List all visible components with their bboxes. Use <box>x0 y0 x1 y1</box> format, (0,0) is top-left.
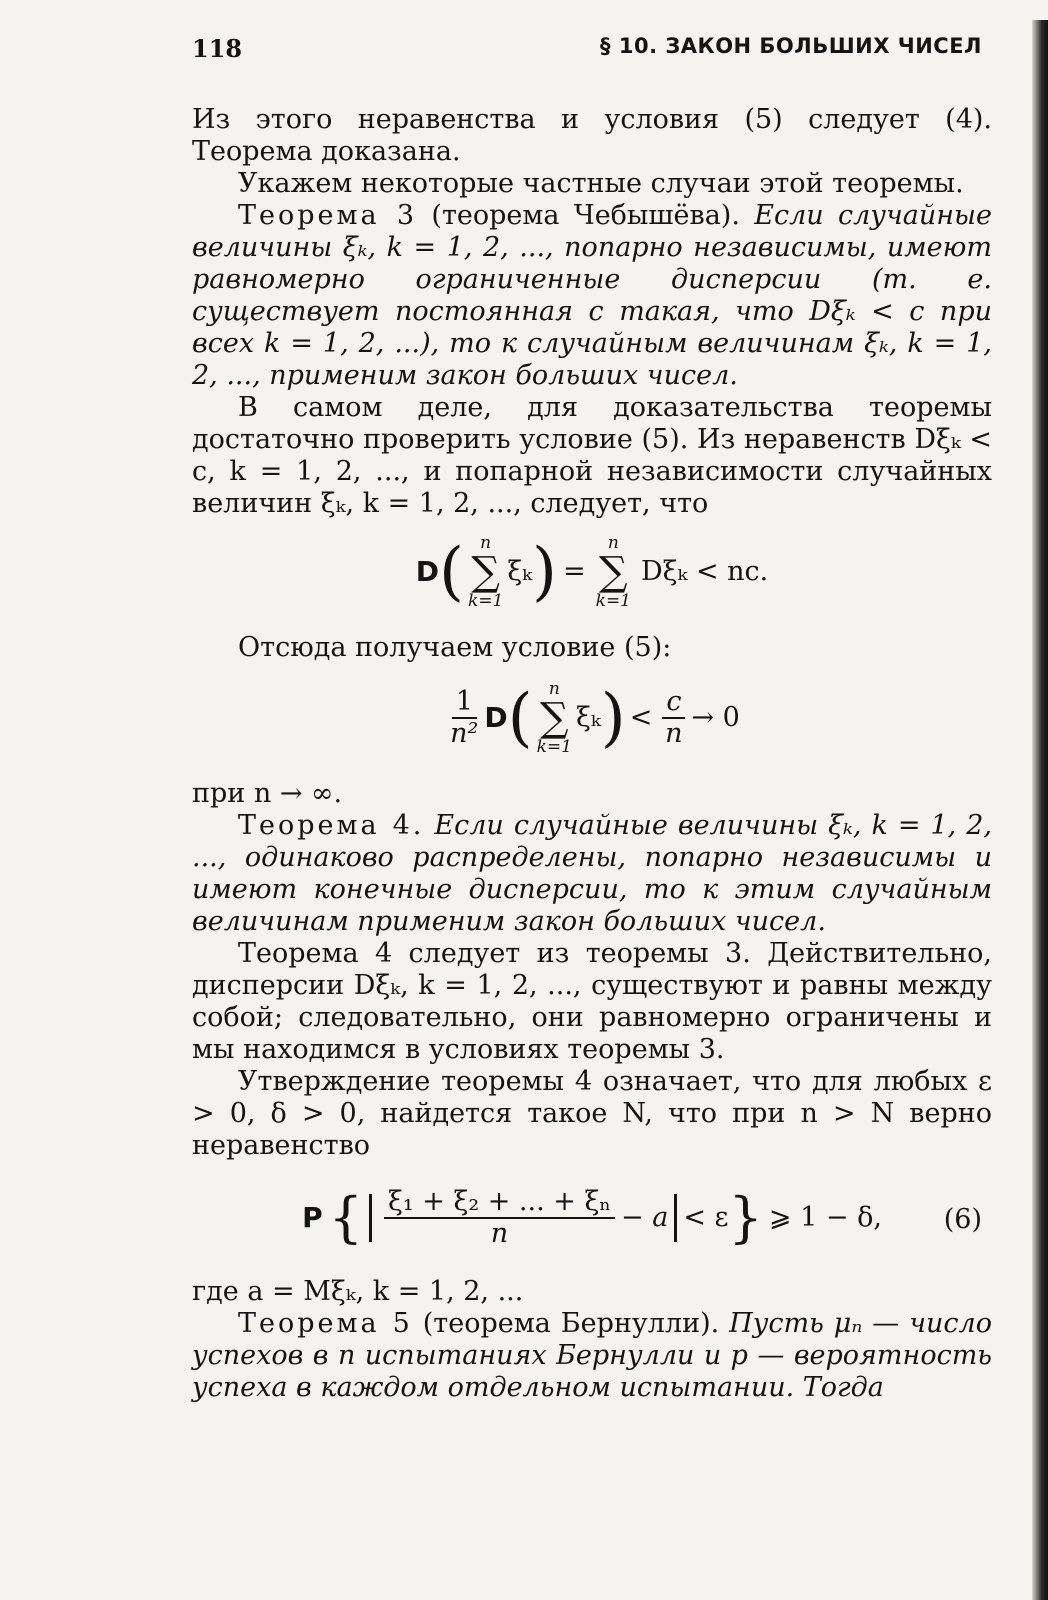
sum-lower: k=1 <box>467 591 504 611</box>
fraction-denominator: n <box>490 1218 509 1249</box>
math-paren: ( <box>438 535 464 609</box>
math-operator: P <box>302 1201 323 1234</box>
scan-edge-shadow <box>1032 20 1048 1600</box>
sum-upper: n <box>548 679 560 699</box>
theorem-4 <box>192 810 992 938</box>
math-lt: < <box>629 702 653 733</box>
sum-symbol <box>468 534 503 610</box>
theorem-statement: Если случайные величины ξₖ, k = 1, 2, ..., попарно независимы, имеют равномерно ограниченные дисперсии (т. е. существует постоянная c такая, что Dξₖ < c при всех k = 1, 2, ...), то к случайным величинам ξₖ, k = 1, 2, ..., применим закон больших чисел. <box>192 200 992 391</box>
math-rhs: Dξₖ < nc. <box>641 556 769 587</box>
fraction-denominator: n <box>665 718 683 749</box>
sum-upper: n <box>607 533 619 553</box>
math-brace: { <box>328 1186 363 1249</box>
sigma-glyph: ∑ <box>599 549 628 595</box>
page-header <box>192 34 982 74</box>
math-term: − a <box>621 1202 669 1233</box>
theorem-label: Теорема 4. <box>238 810 425 841</box>
theorem-label: Теорема 5 <box>238 1308 413 1339</box>
fraction-numerator: ξ₁ + ξ₂ + ... + ξₙ <box>384 1187 615 1219</box>
sigma-glyph: ∑ <box>471 549 500 595</box>
math-limit: → 0 <box>691 702 740 733</box>
theorem-statement: Если случайные величины ξₖ, k = 1, 2, ..., одинаково распределены, попарно независимы и имеют конечные дисперсии, то к этим случайным величинам применим закон больших чисел. <box>192 810 993 937</box>
math-brace: } <box>728 1186 763 1249</box>
math-rhs: ⩾ 1 − δ, <box>768 1202 882 1233</box>
paragraph: Теорема 4 следует из теоремы 3. Действительно, дисперсии Dξₖ, k = 1, 2, ..., существуют и равны между собой; следовательно, они равномерно ограничены и мы находимся в условиях теоремы 3. <box>192 938 992 1065</box>
paragraph: при n → ∞. <box>192 778 343 809</box>
math-paren: ) <box>532 535 558 609</box>
fraction <box>662 687 685 749</box>
fraction-numerator: 1 <box>452 687 477 719</box>
page-number: 118 <box>192 34 243 63</box>
math-equals: = <box>563 556 586 587</box>
math-paren: ( <box>507 681 533 755</box>
math-term: ξₖ <box>575 702 601 733</box>
sum-symbol <box>537 680 572 756</box>
sum-lower: k=1 <box>536 737 572 757</box>
sigma-glyph: ∑ <box>540 695 569 741</box>
abs-bar <box>369 1194 372 1242</box>
math-operator: D <box>415 555 439 588</box>
fraction-numerator: c <box>662 687 685 719</box>
abs-bar <box>674 1194 677 1242</box>
math-term: ξₖ <box>507 556 533 587</box>
theorem-title: (теорема Чебышёва). <box>417 200 755 231</box>
body-text <box>192 104 992 1404</box>
math-operator: D <box>484 701 508 734</box>
running-title: § 10. ЗАКОН БОЛЬШИХ ЧИСЕЛ <box>600 34 982 58</box>
fraction-denominator: n² <box>450 718 479 749</box>
paragraph: Отсюда получаем условие (5): <box>238 632 672 663</box>
math-lt: < ε <box>683 1202 729 1233</box>
paragraph: Утверждение теоремы 4 означает, что для любых ε > 0, δ > 0, найдется такое N, что при n > N верно неравенство <box>192 1066 992 1161</box>
theorem-statement: Пусть μₙ — число успехов в n испытаниях Бернулли и p — вероятность успеха в каждом отдельном испытании. Тогда <box>192 1308 992 1403</box>
formula-condition-5 <box>192 668 992 768</box>
theorem-3 <box>192 200 992 392</box>
equation-number: (6) <box>943 1204 982 1235</box>
theorem-5 <box>192 1308 992 1404</box>
theorem-title: (теорема Бернулли). <box>412 1308 730 1339</box>
fraction <box>384 1187 615 1249</box>
formula-variance-sum <box>192 522 992 622</box>
paragraph: где a = Mξₖ, k = 1, 2, ... <box>192 1276 524 1307</box>
fraction <box>450 687 478 749</box>
sum-upper: n <box>480 533 492 553</box>
paragraph: В самом деле, для доказательства теоремы достаточно проверить условие (5). Из неравенств Dξₖ < c, k = 1, 2, ..., и попарной независимости случайных величин ξₖ, k = 1, 2, ..., следует, что <box>192 392 992 519</box>
formula-6 <box>192 1168 992 1268</box>
paragraph: Из этого неравенства и условия (5) следует (4). Теорема доказана. <box>192 104 992 167</box>
math-paren: ) <box>600 681 626 755</box>
paragraph: Укажем некоторые частные случаи этой теоремы. <box>238 168 964 199</box>
theorem-label: Теорема 3 <box>238 200 418 231</box>
sum-lower: k=1 <box>595 591 632 611</box>
sum-symbol <box>596 534 631 610</box>
